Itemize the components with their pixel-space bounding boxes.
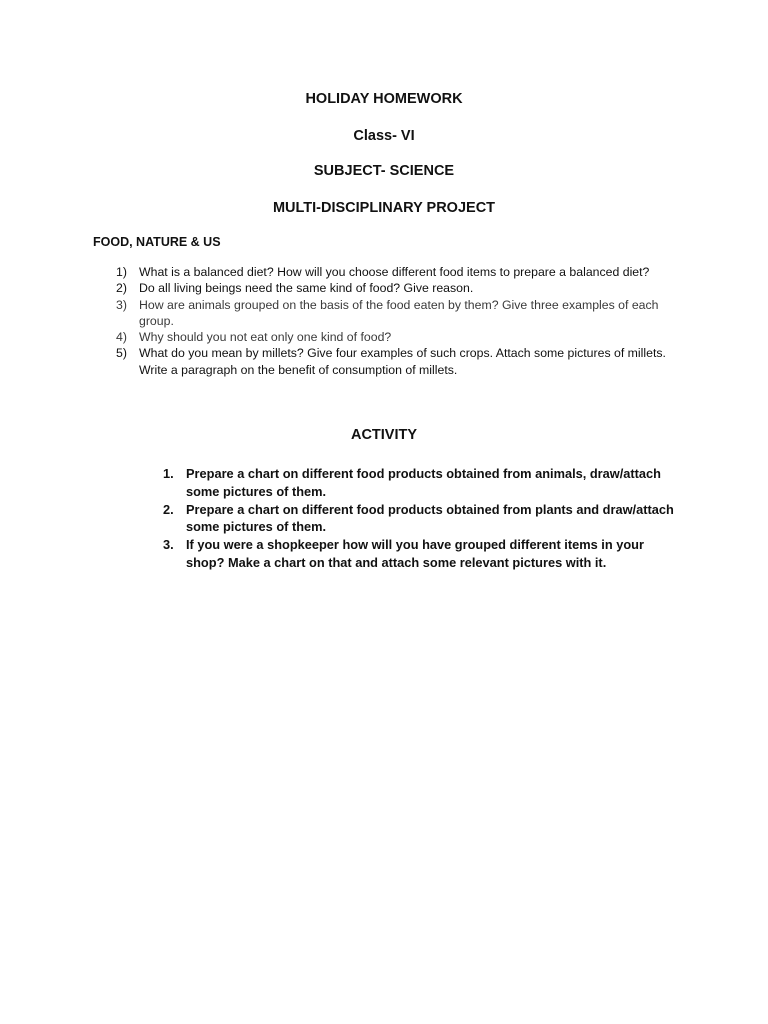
question-text: Why should you not eat only one kind of food?	[139, 330, 392, 345]
section-label: FOOD, NATURE & US	[93, 235, 221, 249]
question-item	[108, 345, 668, 378]
activity-number: 1.	[163, 466, 174, 481]
project-title: MULTI-DISCIPLINARY PROJECT	[272, 200, 496, 216]
class-label: Class- VI	[353, 128, 415, 144]
activity-text: Prepare a chart on different food products obtained from plants and draw/attach some pictures of them.	[186, 501, 674, 535]
question-number: 3)	[116, 297, 127, 312]
activity-list	[160, 465, 680, 572]
activity-item	[160, 536, 680, 572]
question-list	[108, 264, 668, 378]
question-item	[108, 329, 668, 345]
activity-number: 2.	[163, 501, 174, 517]
activity-heading: ACTIVITY	[350, 427, 418, 443]
activity-item	[160, 501, 680, 537]
activity-text: If you were a shopkeeper how will you have grouped different items in your shop? Make a chart on that and attach some relevant pictures with it.	[186, 537, 644, 570]
question-number: 1)	[116, 265, 127, 279]
question-text: What do you mean by millets? Give four examples of such crops. Attach some pictures of millets. Write a paragraph on the benefit of consumption of millets.	[139, 346, 666, 377]
question-number: 2)	[116, 281, 127, 296]
question-item	[108, 264, 668, 280]
question-text: How are animals grouped on the basis of the food eaten by them? Give three examples of each group.	[139, 297, 659, 328]
activity-number: 3.	[163, 537, 174, 553]
question-text: Do all living beings need the same kind of food? Give reason.	[139, 281, 474, 296]
question-number: 5)	[116, 346, 127, 361]
activity-text: Prepare a chart on different food products obtained from animals, draw/attach some pictures of them.	[186, 466, 661, 499]
question-item	[108, 280, 668, 296]
question-text: What is a balanced diet? How will you choose different food items to prepare a balanced diet?	[139, 265, 650, 279]
question-number: 4)	[116, 330, 127, 345]
document-title: HOLIDAY HOMEWORK	[305, 91, 463, 107]
question-item	[108, 297, 668, 330]
subject-label: SUBJECT- SCIENCE	[313, 163, 455, 179]
activity-item	[160, 465, 680, 501]
